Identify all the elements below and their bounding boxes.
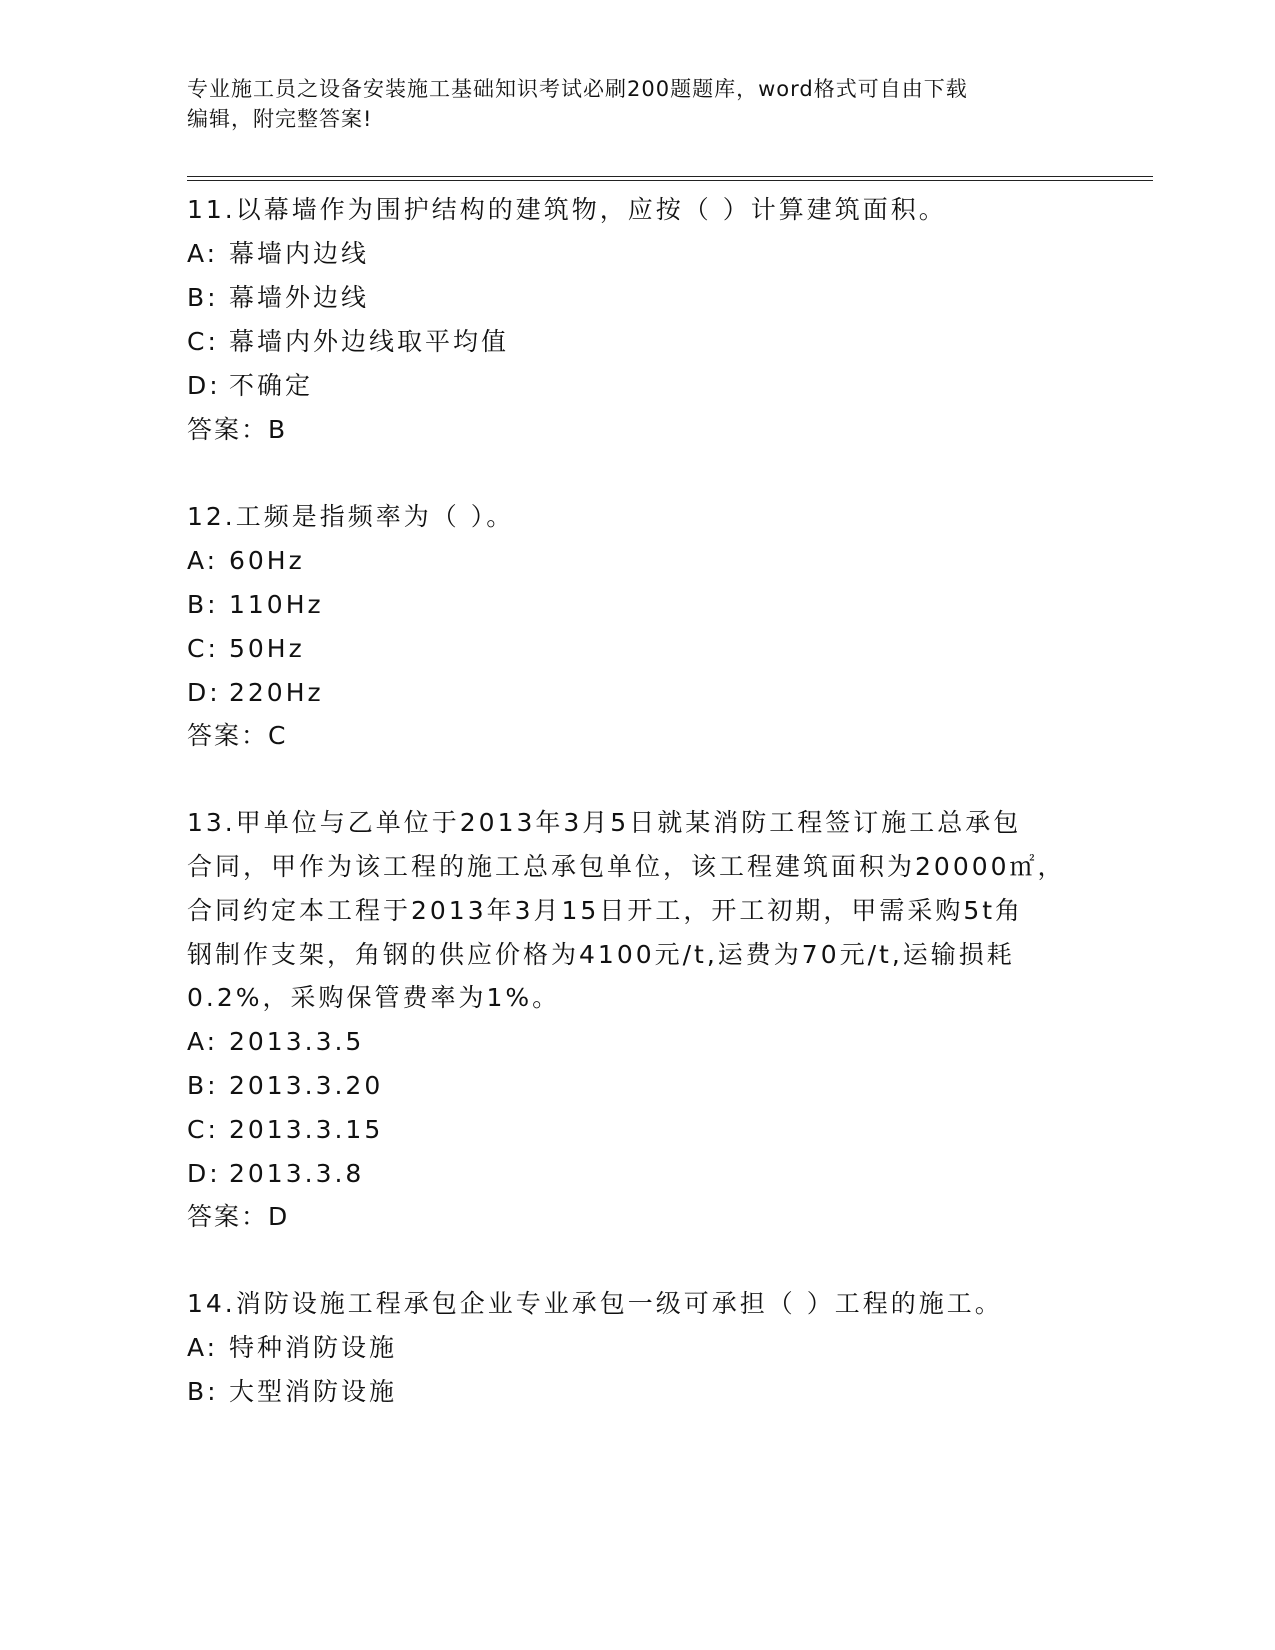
question-14-stem: 14.消防设施工程承包企业专业承包一级可承担（ ）工程的施工。 [187,1289,1003,1318]
option-text: 幕墙外边线 [229,283,370,312]
option-text: 2013.3.20 [229,1071,384,1100]
option-key: B: [187,1377,219,1406]
option-key: B: [187,1071,219,1100]
question-13-stem-line-1: 13.甲单位与乙单位于2013年3月5日就某消防工程签订施工总承包 [187,808,1022,837]
option-text: 幕墙内外边线取平均值 [229,327,510,356]
option-text: 幕墙内边线 [229,239,370,268]
question-12-stem: 12.工频是指频率为（ ）。 [187,502,515,531]
option-text: 2013.3.15 [229,1115,384,1144]
option-text: 50Hz [229,634,305,663]
question-11-option-b [187,281,369,315]
option-key: B: [187,283,219,312]
option-text: 2013.3.8 [229,1159,365,1188]
option-text: 特种消防设施 [229,1333,398,1362]
question-13-stem-line-4: 钢制作支架，角钢的供应价格为4100元/t,运费为70元/t,运输损耗 [187,940,1015,969]
question-11-answer: 答案：B [187,415,288,444]
document-header [187,74,1087,134]
question-13-option-d [187,1157,364,1191]
option-key: A: [187,1333,219,1362]
question-11-option-c [187,325,509,359]
option-key: A: [187,546,219,575]
header-line-2: 编辑，附完整答案! [187,107,373,131]
question-12-option-d [187,676,324,710]
option-text: 大型消防设施 [229,1377,398,1406]
option-text: 2013.3.5 [229,1027,365,1056]
option-key: C: [187,1115,219,1144]
option-key: C: [187,327,219,356]
question-11-option-a [187,237,369,271]
option-key: D: [187,678,221,707]
option-key: C: [187,634,219,663]
option-key: D: [187,371,221,400]
question-13-stem-line-2: 合同，甲作为该工程的施工总承包单位，该工程建筑面积为20000㎡， [187,852,1066,881]
option-text: 60Hz [229,546,305,575]
question-13-option-a [187,1025,364,1059]
option-key: A: [187,239,219,268]
option-text: 220Hz [229,678,324,707]
option-text: 不确定 [229,371,314,400]
header-divider-top [187,176,1153,177]
question-12-answer: 答案：C [187,721,288,750]
question-13-answer: 答案：D [187,1202,290,1231]
option-key: A: [187,1027,219,1056]
header-divider-bottom [187,180,1153,181]
option-key: B: [187,590,219,619]
question-13-stem-line-3: 合同约定本工程于2013年3月15日开工，开工初期，甲需采购5t角 [187,896,1024,925]
question-12-option-c [187,632,305,666]
question-13-option-c [187,1113,383,1147]
option-text: 110Hz [229,590,324,619]
question-13-option-b [187,1069,383,1103]
question-11-option-d [187,369,313,403]
question-14-option-a [187,1331,397,1365]
question-11-stem: 11.以幕墙作为围护结构的建筑物，应按（ ）计算建筑面积。 [187,195,947,224]
question-12-option-b [187,588,324,622]
header-line-1: 专业施工员之设备安装施工基础知识考试必刷200题题库，word格式可自由下载 [187,77,968,101]
question-12-option-a [187,544,305,578]
question-14-option-b [187,1375,397,1409]
question-13-stem-line-5: 0.2%，采购保管费率为1%。 [187,983,561,1012]
option-key: D: [187,1159,221,1188]
